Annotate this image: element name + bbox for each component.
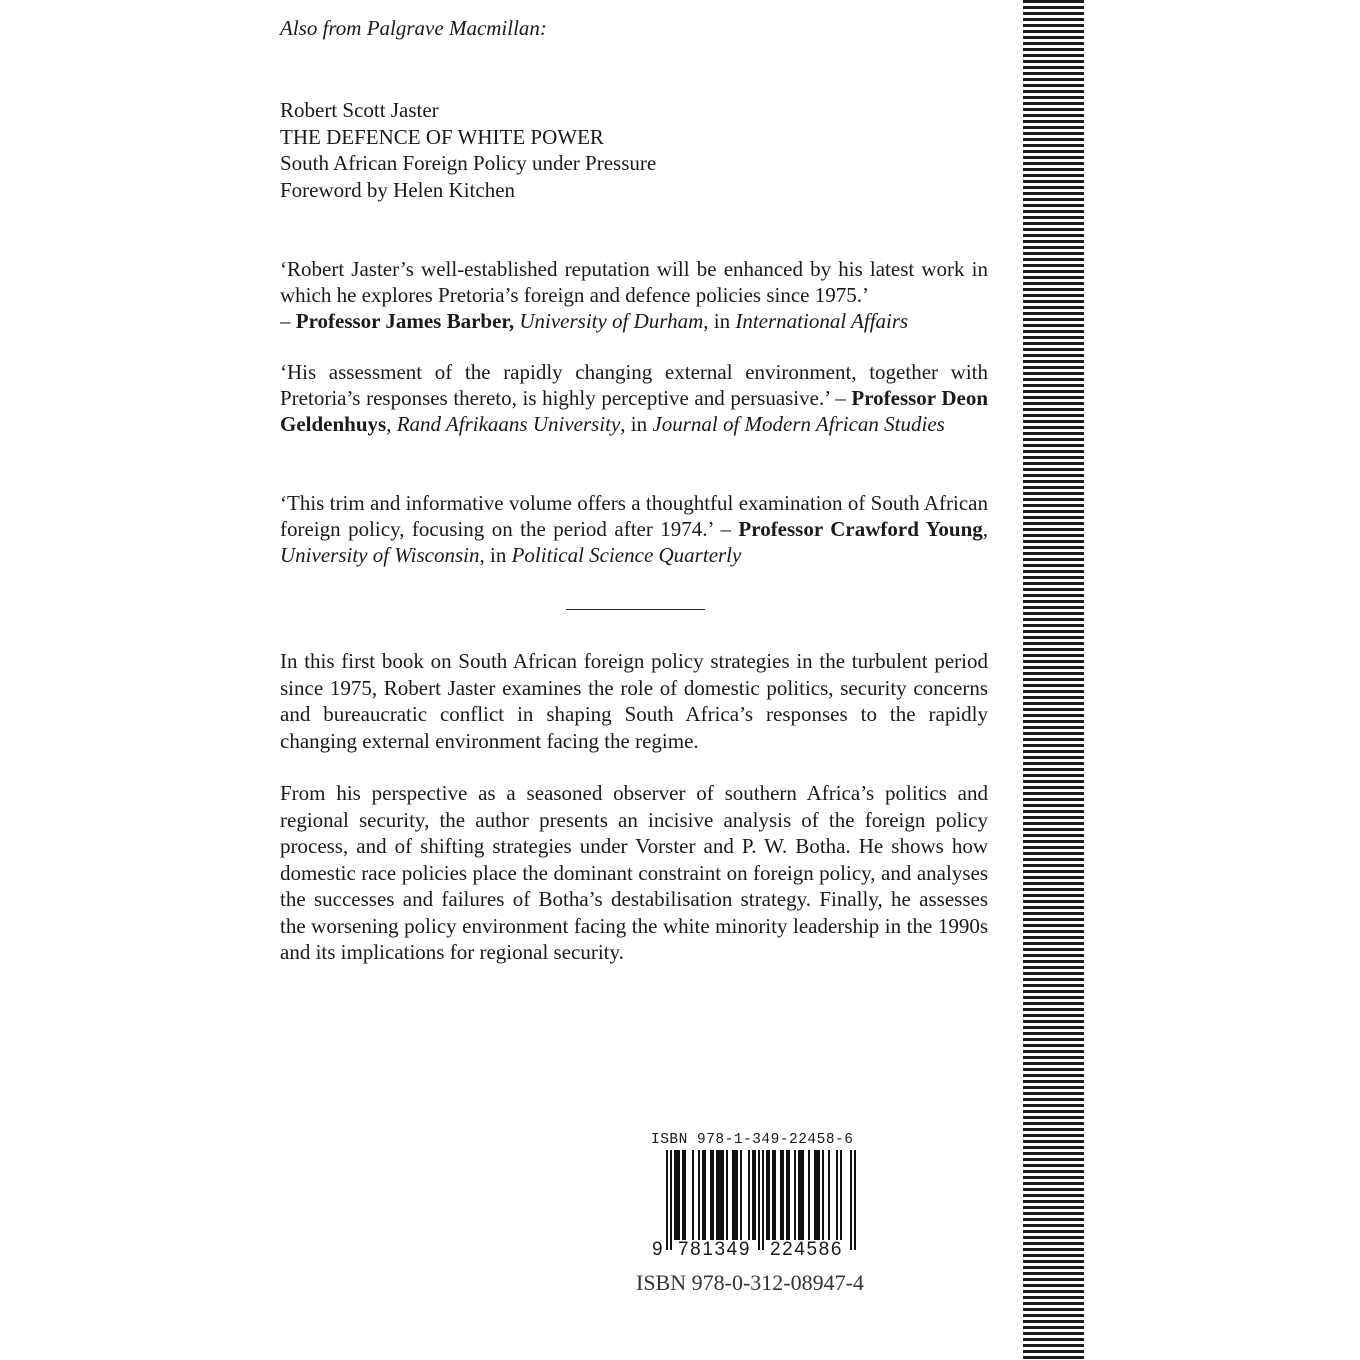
quote-reviewer: Professor Crawford Young [738,517,983,541]
barcode-bar [720,1150,722,1240]
quote-publication: Journal of Modern African Studies [652,412,945,436]
description-paragraph: From his perspective as a seasoned observer of southern Africa’s politics and regional security, the author presents an incisive analysis of the foreign policy process, and of shifting strategies under Vorster and P. W. Botha. He shows how domestic race policies place the dominant constraint on foreign policy, and analyses the successes and failures of Botha’s destabilisation strategy. Finally, he assesses the worsening policy environment facing the white minority leadership in the 1990s and its implications for regional security. [280,781,988,964]
barcode-bar [788,1150,790,1240]
section-divider [566,609,705,610]
spine-stripes [1023,0,1084,1360]
quote-sep: , [386,412,392,436]
barcode-bar [712,1150,714,1240]
barcode-bar [710,1150,712,1240]
quote-institution: University of Wisconsin [280,543,480,567]
related-book-foreword: Foreword by Helen Kitchen [280,177,516,202]
barcode-bar [762,1150,764,1250]
barcode-bar [670,1150,672,1250]
barcode-bar [748,1150,750,1240]
quote-dash: – [720,517,731,541]
quote-dash: – [835,386,846,410]
barcode-bar [768,1150,770,1240]
barcode-bar [782,1150,784,1240]
review-quote [280,490,988,568]
related-book-author: Robert Scott Jaster [280,98,439,122]
barcode-bar [786,1150,788,1240]
quote-in: , in [479,543,507,567]
barcode-bar [818,1150,820,1240]
quote-publication: Political Science Quarterly [511,543,742,567]
quote-reviewer: Professor James Barber, [295,309,515,333]
barcode-bar [780,1150,782,1240]
barcode-bar [698,1150,700,1240]
barcode-bar [794,1150,796,1240]
quote-sep: , [982,517,989,541]
barcode-bar [798,1150,800,1240]
quote-publication: International Affairs [735,309,909,333]
barcode-bar [676,1150,678,1240]
barcode-bar [840,1150,842,1240]
barcode-bar [726,1150,728,1240]
quote-institution: University of Durham [519,309,704,333]
barcode-bar [822,1150,824,1240]
barcode-bar [800,1150,802,1240]
barcode-bar [684,1150,686,1240]
barcode-bar [772,1150,774,1240]
barcode-bar [666,1150,668,1250]
barcode-bar [808,1150,810,1240]
barcode-bar [678,1150,680,1240]
barcode-bar [758,1150,760,1250]
barcode-bar [702,1150,704,1240]
barcode-bar [718,1150,720,1240]
barcode-bar [850,1150,852,1250]
barcode-bar [774,1150,776,1240]
quote-text: ‘This trim and informative volume offers a thoughtful examination of South African foreign policy, focusing on the period after 1974.’ [280,491,988,541]
review-quote [280,256,988,334]
quote-reviewer: Professor Deon Geldenhuys [280,386,989,436]
barcode-bar [736,1150,738,1240]
barcode-bar [816,1150,818,1240]
related-book [280,97,656,203]
barcode-bar [766,1150,768,1240]
barcode-bar [692,1150,694,1240]
quote-text: ‘His assessment of the rapidly changing external environment, together with Pretoria’s responses thereto, is highly perceptive and persuasive.’ [280,360,988,410]
barcode-bar [754,1150,756,1240]
isbn-large: ISBN 978-0-312-08947-4 [636,1270,864,1295]
barcode-bar [716,1150,718,1240]
quote-dash: – [280,309,291,333]
related-book-title: THE DEFENCE OF WHITE POWER [280,124,604,149]
barcode-digit-lead: 9 [652,1239,663,1260]
barcode-bar [722,1150,724,1240]
quote-text: ‘Robert Jaster’s well-established reputation will be enhanced by his latest work in which he explores Pretoria’s foreign and defence policies since 1975.’ [280,257,988,307]
barcode-digits-right: 224586 [770,1239,844,1260]
barcode-bar [682,1150,684,1240]
barcode-bar [828,1150,830,1240]
description-paragraph: In this first book on South African foreign policy strategies in the turbulent period since 1975, Robert Jaster examines the role of domestic politics, security concerns and bureaucratic conflict in shaping South Africa’s responses to the rapidly changing external environment facing the regime. [280,649,988,753]
barcode-digits-left: 781349 [678,1239,752,1260]
quote-in: , in [620,412,648,436]
barcode-bar [674,1150,676,1240]
barcode-bar [854,1150,856,1250]
barcode-bar [732,1150,734,1240]
also-from-heading: Also from Palgrave Macmillan: [280,16,547,40]
barcode-bar [704,1150,706,1240]
quote-institution: Rand Afrikaans University [396,412,621,436]
barcode-bar [802,1150,804,1240]
barcode-bar [740,1150,742,1240]
review-quote [280,359,988,437]
barcode-isbn-label: ISBN 978-1-349-22458-6 [651,1132,854,1148]
barcode-bar [836,1150,838,1240]
barcode-bar [752,1150,754,1240]
barcode-bar [814,1150,816,1240]
barcode-bar [734,1150,736,1240]
quote-in: , in [703,309,731,333]
related-book-subtitle: South African Foreign Policy under Pressure [280,151,657,175]
